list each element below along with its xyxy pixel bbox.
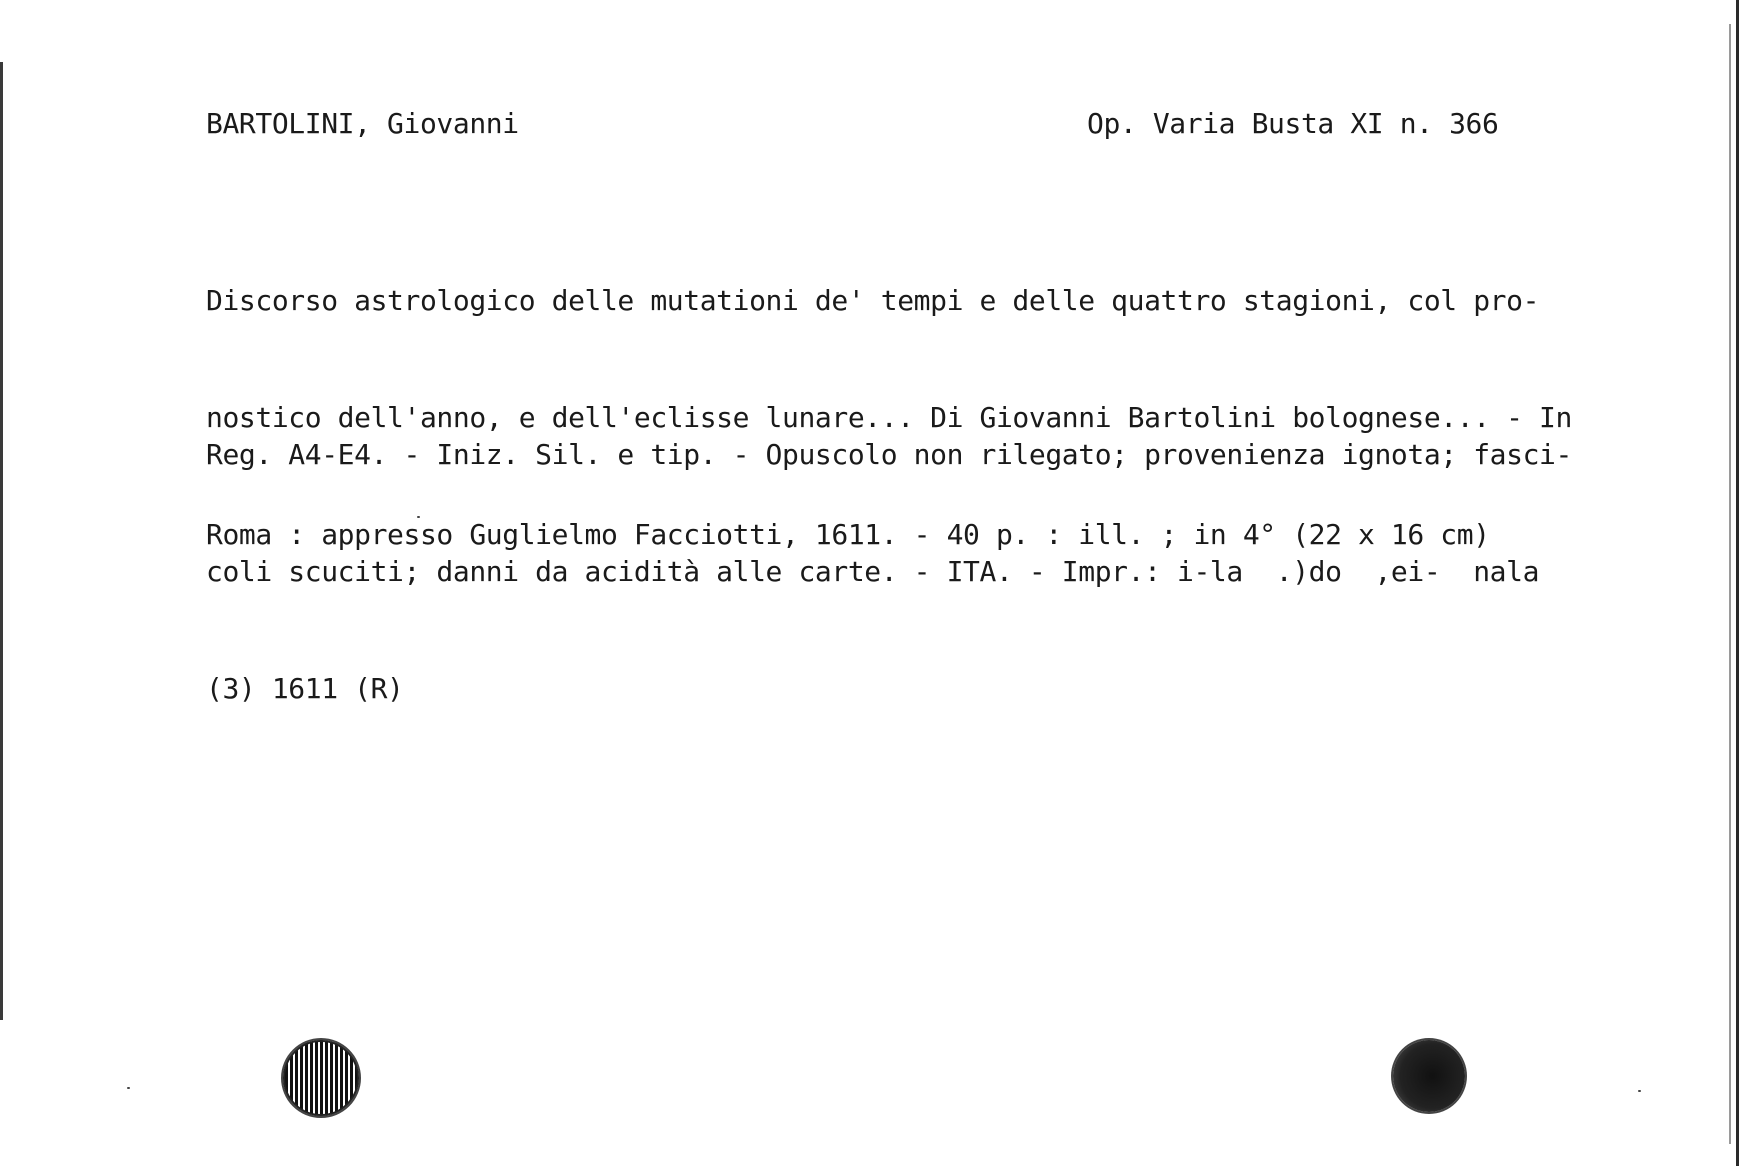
scan-speck xyxy=(417,516,420,518)
card-left-edge xyxy=(0,62,3,1020)
description-line: Discorso astrologico delle mutationi de' tempi e delle quattro stagioni, col pro- xyxy=(206,284,1540,317)
scan-speck xyxy=(1638,1090,1641,1092)
description-line: nostico dell'anno, e dell'eclisse lunare... Di Giovanni Bartolini bolognese... - In xyxy=(206,401,1572,434)
card-right-edge xyxy=(1736,0,1739,1166)
notes-line: coli scuciti; danni da acidità alle carte. - ITA. - Impr.: i-la .)do ,ei- nala xyxy=(206,555,1540,588)
author-heading: BARTOLINI, Giovanni xyxy=(206,107,519,140)
notes-line: (3) 1611 (R) xyxy=(206,672,404,705)
card-right-inner-edge xyxy=(1729,24,1731,1144)
notes-line: Reg. A4-E4. - Iniz. Sil. e tip. - Opuscolo non rilegato; provenienza ignota; fasci- xyxy=(206,438,1572,471)
punch-hole-left xyxy=(283,1040,359,1116)
description-line: Roma : appresso Guglielmo Facciotti, 1611. - 40 p. : ill. ; in 4° (22 x 16 cm) xyxy=(206,518,1490,551)
scan-speck xyxy=(127,1087,130,1089)
notes xyxy=(206,357,1572,786)
shelfmark: Op. Varia Busta XI n. 366 xyxy=(1087,107,1499,140)
punch-hole-right xyxy=(1393,1040,1465,1112)
